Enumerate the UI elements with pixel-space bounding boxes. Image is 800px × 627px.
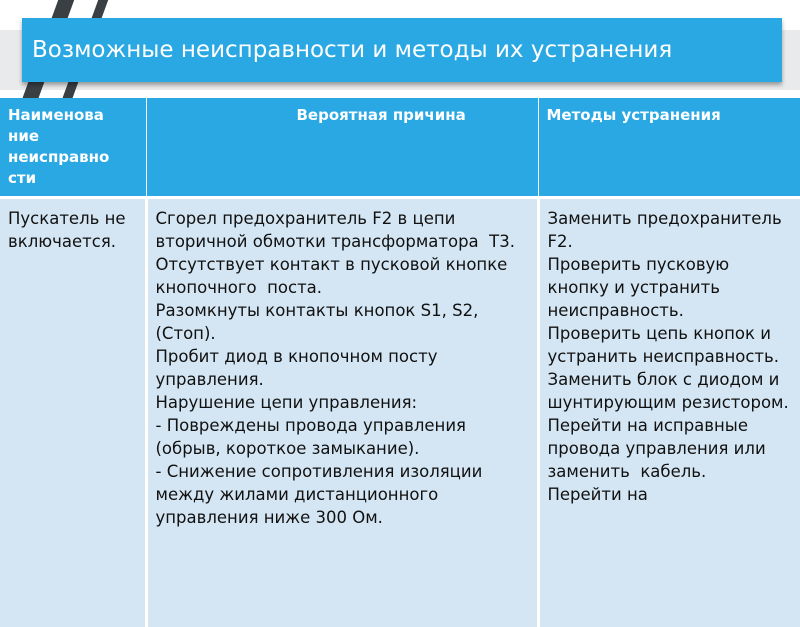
cause-item: Пробит диод в кнопочном посту управления. bbox=[156, 345, 529, 391]
remedy-item: Проверить цепь кнопок и устранить неисправность. bbox=[548, 322, 793, 368]
fault-cell bbox=[0, 198, 146, 627]
faults-table bbox=[0, 98, 800, 627]
slide-title: Возможные неисправности и методы их устранения bbox=[22, 18, 782, 82]
cause-item: Сгорел предохранитель F2 в цепи вторичной обмотки трансформатора Т3. bbox=[156, 207, 529, 253]
cause-item: Разомкнуты контакты кнопок S1, S2, (Стоп). bbox=[156, 299, 529, 345]
remedy-item: Перейти на исправные провода управления или заменить кабель. bbox=[548, 414, 793, 483]
table-header-row bbox=[0, 98, 800, 198]
cause-item: - Снижение сопротивления изоляции между жилами дистанционного управления ниже 300 Ом. bbox=[156, 460, 529, 529]
remedy-item: Проверить пусковую кнопку и устранить неисправность. bbox=[548, 253, 793, 322]
remedy-item: Заменить предохранитель F2. bbox=[548, 207, 793, 253]
header-probable-cause: Вероятная причина bbox=[146, 98, 538, 198]
remedies-cell bbox=[538, 198, 800, 627]
remedy-item: Заменить блок с диодом и шунтирующим резистором. bbox=[548, 368, 793, 414]
header-remedy-methods: Методы устранения bbox=[538, 98, 800, 198]
fault-text: Пускатель не включается. bbox=[8, 207, 137, 253]
causes-cell bbox=[146, 198, 538, 627]
header-fault-name: Наименова ние неисправно сти bbox=[0, 98, 146, 198]
cause-item: - Повреждены провода управления (обрыв, короткое замыкание). bbox=[156, 414, 529, 460]
remedy-item: Перейти на bbox=[548, 483, 793, 506]
cause-item: Отсутствует контакт в пусковой кнопке кнопочного поста. bbox=[156, 253, 529, 299]
cause-item: Нарушение цепи управления: bbox=[156, 391, 529, 414]
table-row bbox=[0, 198, 800, 627]
